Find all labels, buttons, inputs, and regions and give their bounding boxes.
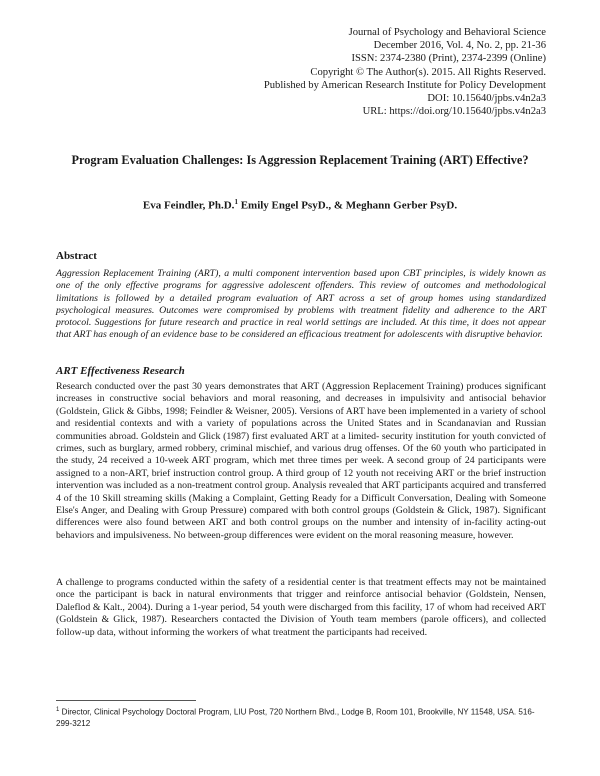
footnote-marker[interactable]: 1 <box>234 198 238 206</box>
body-paragraph-2: A challenge to programs conducted within the safety of a residential center is that treatment effects may not be maintained once the participant is back in natural environments that trigger and reinforce antisocial behavior (Goldstein, Nensen, Daleflod & Kalt., 2004). During a 1-year period, 54 youth were discharged from this facility, 17 of whom had received ART (Goldstein & Glick, 1987). Researchers contacted the Division of Youth team members (parole officers), and collected follow-up data, without informing the workers of what treatment the participants had received. <box>56 577 546 638</box>
footnote-divider <box>56 700 196 701</box>
body-paragraph-1: Research conducted over the past 30 years demonstrates that ART (Aggression Replacement Training) produces significant increases in constructive social behaviors and moral reasoning, and decreases in impulsivity and antisocial behavior (Goldstein, Glick & Gibbs, 1998; Feindler & Weisner, 2005). Versions of ART have been implemented in a variety of school and residential contexts and with a variety of populations across the United States and in Scandanavian and Russian communities abroad. Goldstein and Glick (1987) first evaluated ART at a limited- security institution for youth convicted of crimes, such as burglary, armed robbery, criminal mischief, and various drug offenses. Of the 60 youth who participated in the study, 24 received a 10-week ART program, which met three times per week. A second group of 24 participants were assigned to a non-ART, brief instruction control group. A third group of 12 youth not receiving ART or the brief instruction intervention was included as a non-treatment control group. Analysis revealed that ART participants acquired and transferred 4 of the 10 Skill streaming skills (Making a Complaint, Getting Ready for a Difficult Conversation, Dealing with Someone Else's Anger, and Dealing with Group Pressure) compared with both control groups (Goldstein & Glick, 1987). Significant differences were also found between ART and both control groups on the number and intensity of in-facility acting-out behaviors and impulsiveness. No between-group differences were evident on the moral reasoning measure, however. <box>56 381 546 541</box>
author-line <box>60 198 540 212</box>
paper-title: Program Evaluation Challenges: Is Aggression Replacement Training (ART) Effective? <box>71 153 529 167</box>
abstract-heading: Abstract <box>56 250 97 262</box>
first-author: Eva Feindler, Ph.D. <box>142 199 235 212</box>
publisher-line: Published by American Research Institute for Policy Development <box>263 79 546 91</box>
copyright-line: Copyright © The Author(s). 2015. All Rights Reserved. <box>310 66 546 78</box>
abstract-text: Aggression Replacement Training (ART), a multi component intervention based upon CBT principles, is widely known as one of the only effective programs for aggressive adolescent offenders. This review of outcomes and methodological limitations is followed by a detailed program evaluation of ART across a set of group homes using standardized psychological measures. Outcomes were compromised by problems with treatment fidelity and adherence to the ART protocol. Suggestions for future research and practice in real world settings are included. At this time, it does not appear that ART has enough of an evidence base to be considered an efficacious treatment for adolescents with disruptive behavior. <box>56 268 546 341</box>
journal-issue: December 2016, Vol. 4, No. 2, pp. 21-36 <box>373 40 546 52</box>
url-line[interactable]: URL: https://doi.org/10.15640/jpbs.v4n2a3 <box>362 106 546 118</box>
footnote-number: 1 <box>56 707 60 713</box>
footnote-text: Director, Clinical Psychology Doctoral Program, LIU Post, 720 Northern Blvd., Lodge B, Room 101, Brookville, NY 11548, USA. 516-299-3212 <box>56 707 535 728</box>
journal-issn: ISSN: 2374-2380 (Print), 2374-2399 (Online) <box>351 53 546 65</box>
other-authors: Emily Engel PsyD., & Meghann Gerber PsyD. <box>237 199 458 212</box>
section-heading: ART Effectiveness Research <box>56 365 185 377</box>
journal-header <box>264 26 546 118</box>
footnote <box>56 705 546 729</box>
doi-line: DOI: 10.15640/jpbs.v4n2a3 <box>427 93 546 105</box>
journal-name: Journal of Psychology and Behavioral Science <box>348 27 546 38</box>
